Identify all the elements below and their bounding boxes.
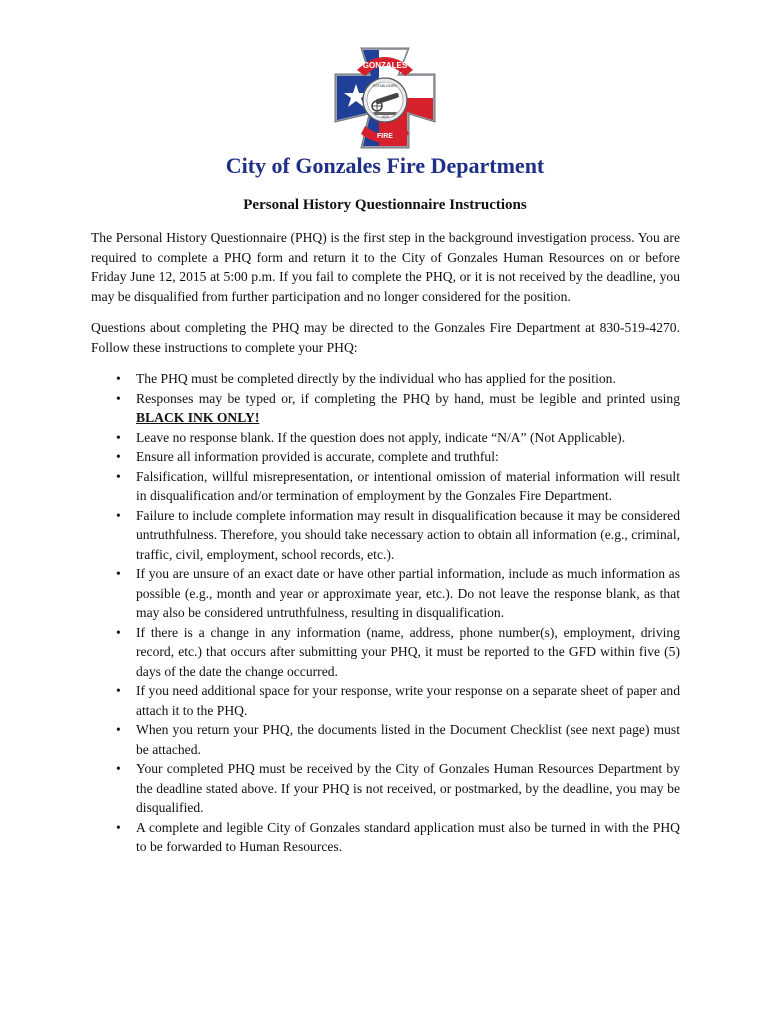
list-item [91, 818, 680, 857]
list-item [91, 467, 680, 506]
bullet-icon: • [116, 449, 121, 464]
list-item [91, 369, 680, 389]
list-item [91, 389, 680, 428]
bullet-icon: • [116, 624, 121, 640]
list-item [91, 506, 680, 565]
maltese-cross-icon [333, 46, 437, 150]
list-item-text: When you return your PHQ, the documents listed in the Document Checklist (see next page) must be attached. [136, 722, 680, 757]
bullet-icon: • [116, 507, 121, 523]
list-item [91, 623, 680, 682]
black-ink-emphasis: BLACK INK ONLY! [136, 410, 260, 425]
logo-top-text: GONZALES [362, 61, 408, 70]
list-item [91, 681, 680, 720]
list-item [91, 447, 680, 467]
logo-ribbon-text: ESTABLISHED [373, 84, 397, 88]
instructions-body [91, 228, 680, 857]
list-item-text: If you are unsure of an exact date or have other partial information, include as much information as possible (e.g., month and year or approximate year, etc.). Do not leave the response blank, as that may also be considered untruthfulness, resulting in disqualification. [136, 566, 680, 620]
list-item-text: Ensure all information provided is accurate, complete and truthful: [136, 449, 499, 464]
bullet-icon: • [116, 429, 121, 445]
list-item [91, 720, 680, 759]
bullet-icon: • [116, 683, 121, 698]
bullet-icon: • [116, 468, 121, 484]
intro-paragraph: The Personal History Questionnaire (PHQ) is the first step in the background investigation process. You are required to complete a PHQ form and return it to the City of Gonzales Human Resources on or before Friday June 12, 2015 at 5:00 p.m. If you fail to complete the PHQ, or it is not received by the deadline, you may be disqualified from further participation and no longer considered for the position. [91, 230, 680, 304]
bullet-icon: • [116, 566, 121, 581]
list-item-text: If you need additional space for your response, write your response on a separate sheet of paper and attach it to the PHQ. [136, 683, 680, 718]
list-item [91, 759, 680, 818]
page-subtitle: Personal History Questionnaire Instructions [243, 197, 527, 213]
instructions-list [91, 369, 680, 857]
page-title: City of Gonzales Fire Department [225, 153, 545, 178]
fire-department-logo-icon [333, 46, 437, 150]
list-item-text: Responses may be typed or, if completing the PHQ by hand, must be legible and printed using [136, 390, 680, 406]
logo-year: 1825 [381, 115, 389, 119]
bullet-icon: • [116, 761, 121, 776]
list-item-text: Failure to include complete information may result in disqualification because it may be considered untruthfulness. Therefore, you should take necessary action to obtain all information (e.g., criminal, traffic, civil, employment, school records, etc.). [136, 507, 680, 562]
list-item-text: Leave no response blank. If the question does not apply, indicate “N/A” (Not Applicable). [136, 429, 626, 445]
logo-bottom-text: FIRE [377, 133, 393, 140]
list-item [91, 564, 680, 623]
list-item-text: If there is a change in any information (name, address, phone number(s), employment, driving record, etc.) that occurs after submitting your PHQ, it must be reported to the GFD within five (5) days of the date the change occurred. [136, 624, 680, 679]
list-item-text: Falsification, willful misrepresentation, or intentional omission of material information will result in disqualification and/or termination of employment by the Gonzales Fire Department. [136, 468, 680, 503]
bullet-icon: • [116, 819, 121, 835]
list-item-text: The PHQ must be completed directly by the individual who has applied for the position. [136, 371, 616, 386]
bullet-icon: • [116, 390, 121, 406]
questions-paragraph: Questions about completing the PHQ may be directed to the Gonzales Fire Department at 830-519-4270. Follow these instructions to complete your PHQ: [91, 320, 680, 355]
bullet-icon: • [116, 371, 121, 386]
bullet-icon: • [116, 722, 121, 737]
list-item-text: A complete and legible City of Gonzales standard application must also be turned in with the PHQ to be forwarded to Human Resources. [136, 819, 680, 854]
list-item-text: Your completed PHQ must be received by the City of Gonzales Human Resources Department by the deadline stated above. If your PHQ is not received, or postmarked, by the deadline, you may be disqualified. [136, 761, 680, 815]
list-item [91, 428, 680, 448]
